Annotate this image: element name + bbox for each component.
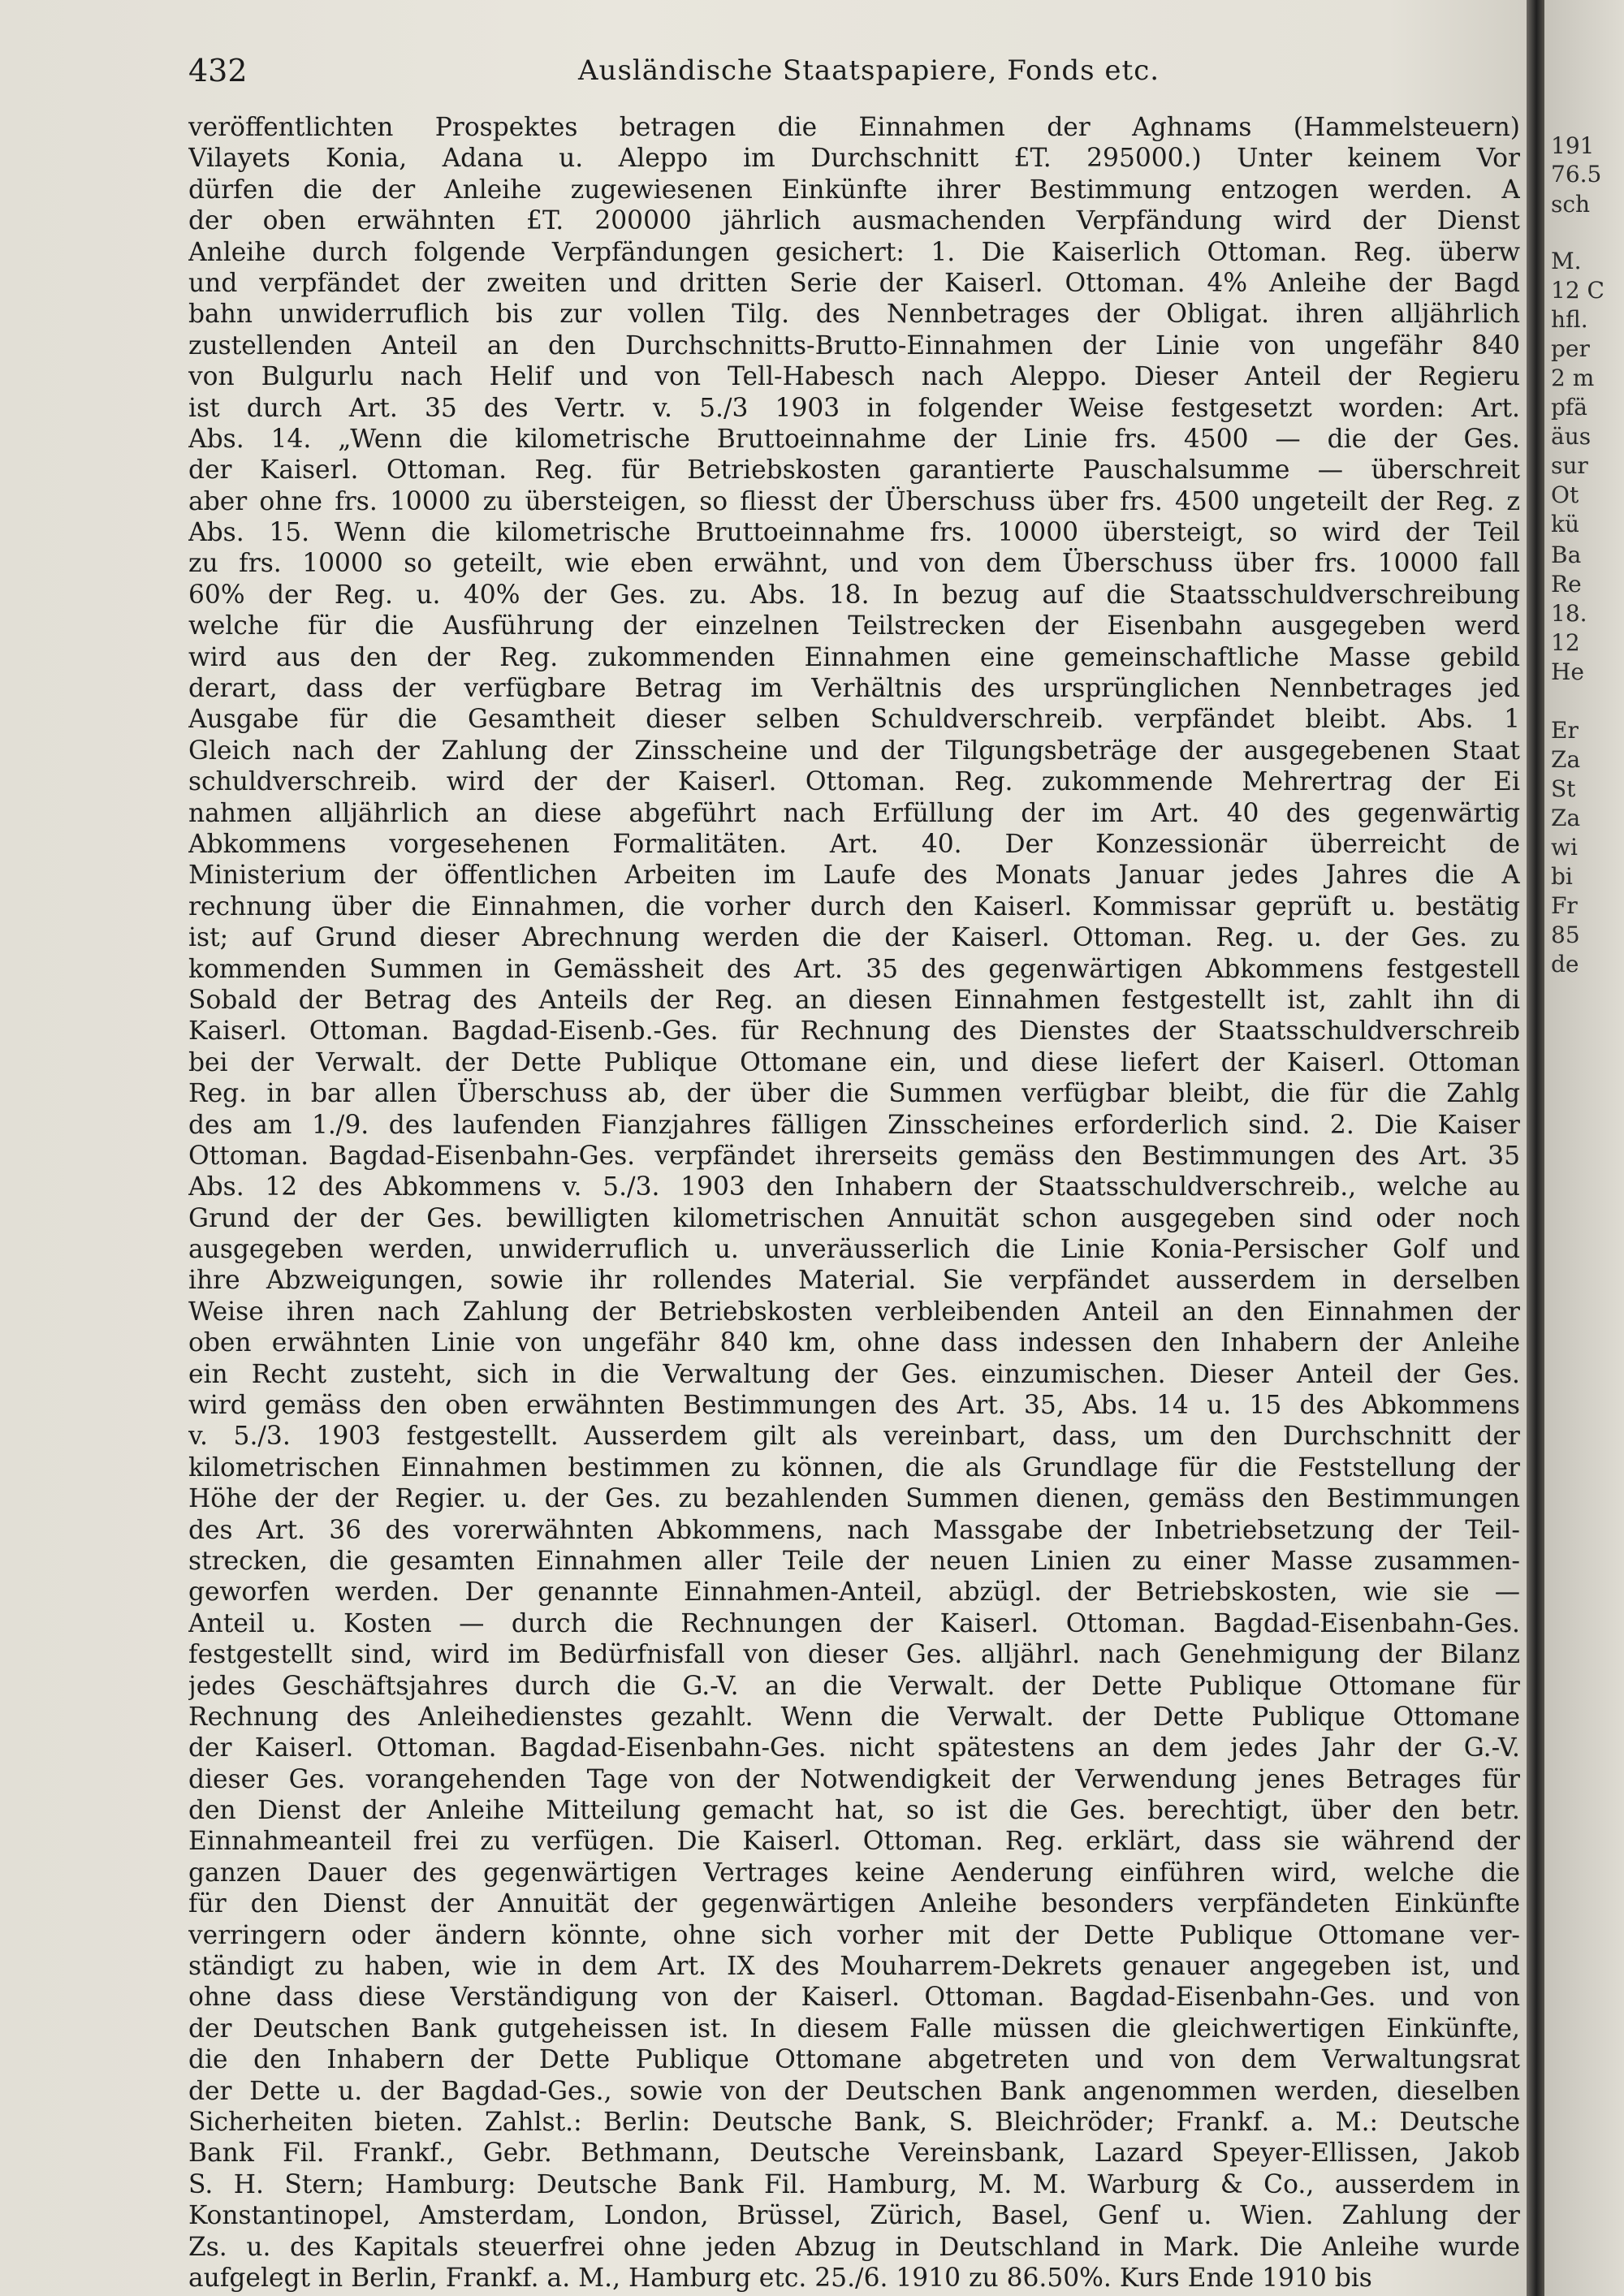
adjacent-page-text-fragment: sur: [1551, 452, 1588, 479]
adjacent-page-text-fragment: de: [1551, 951, 1579, 978]
text-line: nahmen alljährlich an diese abgeführt nach Erfüllung der im Art. 40 des gegenwärtig: [188, 798, 1520, 828]
text-line: strecken, die gesamten Einnahmen aller Teile der neuen Linien zu einer Masse zusammen-: [188, 1546, 1520, 1576]
text-line: welche für die Ausführung der einzelnen Teilstrecken der Eisenbahn ausgegeben werd: [188, 611, 1520, 641]
text-line: ohne dass diese Verständigung von der Kaiserl. Ottoman. Bagdad-Eisenbahn-Ges. und von: [188, 1983, 1520, 2013]
text-line: Ausgabe für die Gesamtheit dieser selben Schuldverschreib. verpfändet bleibt. Abs. 1: [188, 705, 1520, 735]
text-line: ständigt zu haben, wie in dem Art. IX des Mouharrem-Dekrets genauer angegeben ist, und: [188, 1952, 1520, 1982]
text-line: Anleihe durch folgende Verpfändungen gesichert: 1. Die Kaiserlich Ottoman. Reg. überw: [188, 237, 1520, 267]
text-line: den Dienst der Anleihe Mitteilung gemacht hat, so ist die Ges. berechtigt, über den betr.: [188, 1796, 1520, 1826]
text-line: Konstantinopel, Amsterdam, London, Brüssel, Zürich, Basel, Genf u. Wien. Zahlung der: [188, 2201, 1520, 2231]
text-line: bahn unwiderruflich bis zur vollen Tilg. des Nennbetrages der Obligat. ihren alljährlich: [188, 300, 1520, 330]
text-line: aber ohne frs. 10000 zu übersteigen, so fliesst der Überschuss über frs. 4500 ungeteilt der Reg. z: [188, 486, 1520, 516]
text-line: ihre Abzweigungen, sowie ihr rollendes Material. Sie verpfändet ausserdem in derselben: [188, 1266, 1520, 1296]
adjacent-page-text-fragment: St: [1551, 775, 1576, 802]
text-line: zustellenden Anteil an den Durchschnitts-Brutto-Einnahmen der Linie von ungefähr 840: [188, 330, 1520, 360]
text-line: Sobald der Betrag des Anteils der Reg. an diesen Einnahmen festgestellt ist, zahlt ihn di: [188, 985, 1520, 1015]
text-line: der Dette u. der Bagdad-Ges., sowie von der Deutschen Bank angenommen werden, dieselben: [188, 2076, 1520, 2106]
adjacent-page-text-fragment: 12: [1551, 629, 1580, 656]
text-line: ist durch Art. 35 des Vertr. v. 5./3 1903 in folgender Weise festgesetzt worden: Art.: [188, 393, 1520, 423]
adjacent-page-text-fragment: Za: [1551, 746, 1581, 773]
adjacent-page-text-fragment: 18.: [1551, 600, 1587, 627]
text-line: ein Recht zusteht, sich in die Verwaltung der Ges. einzumischen. Dieser Anteil der Ges.: [188, 1359, 1520, 1389]
text-line: dieser Ges. vorangehenden Tage von der Notwendigkeit der Verwendung jenes Betrages für: [188, 1764, 1520, 1794]
adjacent-page-text-fragment: 76.5: [1551, 161, 1602, 188]
text-line: Bank Fil. Frankf., Gebr. Bethmann, Deutsche Vereinsbank, Lazard Speyer-Ellissen, Jakob: [188, 2138, 1520, 2169]
adjacent-page-text-fragment: Ot: [1551, 481, 1579, 508]
text-line: Sicherheiten bieten. Zahlst.: Berlin: Deutsche Bank, S. Bleichröder; Frankf. a. M.: Deutsche: [188, 2108, 1520, 2137]
adjacent-page-edge: [1544, 0, 1624, 2296]
adjacent-page-text-fragment: 191: [1551, 132, 1595, 159]
adjacent-page-text-fragment: M.: [1551, 248, 1582, 274]
text-line: Ministerium der öffentlichen Arbeiten im Laufe des Monats Januar jedes Jahres die A: [188, 861, 1520, 891]
text-line: Rechnung des Anleihedienstes gezahlt. Wenn die Verwalt. der Dette Publique Ottomane: [188, 1702, 1520, 1732]
text-line: derart, dass der verfügbare Betrag im Verhältnis des ursprünglichen Nennbetrages jed: [188, 674, 1520, 704]
adjacent-page-text-fragment: kü: [1551, 511, 1579, 537]
adjacent-page-text-fragment: 2 m: [1551, 365, 1595, 391]
adjacent-page-text-fragment: äus: [1551, 423, 1592, 450]
text-line: festgestellt sind, wird im Bedürfnisfall von dieser Ges. alljährl. nach Genehmigung der Bilanz: [188, 1640, 1520, 1670]
text-line: v. 5./3. 1903 festgestellt. Ausserdem gilt als vereinbart, dass, um den Durchschnitt der: [188, 1422, 1520, 1452]
adjacent-page-text-fragment: 85: [1551, 921, 1580, 948]
adjacent-page-text-fragment: bi: [1551, 863, 1573, 890]
text-line: des am 1./9. des laufenden Fianzjahres fälligen Zinsscheines erforderlich sind. 2. Die Kaiser: [188, 1110, 1520, 1140]
text-line: der Kaiserl. Ottoman. Reg. für Betriebskosten garantierte Pauschalsumme — überschreit: [188, 455, 1520, 486]
text-line: oben erwähnten Linie von ungefähr 840 km, ohne dass indessen den Inhabern der Anleihe: [188, 1328, 1520, 1358]
text-line: Vilayets Konia, Adana u. Aleppo im Durchschnitt £T. 295000.) Unter keinem Vor: [188, 144, 1520, 174]
text-line: Ottoman. Bagdad-Eisenbahn-Ges. verpfändet ihrerseits gemäss den Bestimmungen des Art. 35: [188, 1141, 1520, 1171]
text-line: 60% der Reg. u. 40% der Ges. zu. Abs. 18. In bezug auf die Staatsschuldverschreibung: [188, 580, 1520, 610]
adjacent-page-text-fragment: sch: [1551, 191, 1591, 218]
adjacent-page-text-fragment: He: [1551, 658, 1584, 685]
text-line: verringern oder ändern könnte, ohne sich vorher mit der Dette Publique Ottomane ver-: [188, 1920, 1520, 1950]
text-line: ausgegeben werden, unwiderruflich u. unveräusserlich die Linie Konia-Persischer Golf und: [188, 1235, 1520, 1265]
text-line: zu frs. 10000 so geteilt, wie eben erwähnt, und von dem Überschuss über frs. 10000 fall: [188, 549, 1520, 579]
text-line: rechnung über die Einnahmen, die vorher durch den Kaiserl. Kommissar geprüft u. bestätig: [188, 891, 1520, 921]
adjacent-page-text-fragment: Re: [1551, 571, 1582, 598]
adjacent-page-text-fragment: 12 C: [1551, 277, 1605, 304]
book-gutter: [1527, 0, 1544, 2296]
adjacent-page-text-fragment: hfl.: [1551, 306, 1588, 333]
text-line: Abs. 15. Wenn die kilometrische Bruttoeinnahme frs. 10000 übersteigt, so wird der Teil: [188, 518, 1520, 548]
text-line: Abs. 14. „Wenn die kilometrische Bruttoeinnahme der Linie frs. 4500 — die der Ges.: [188, 424, 1520, 454]
adjacent-page-text-fragment: pfä: [1551, 394, 1587, 421]
text-line: für den Dienst der Annuität der gegenwärtigen Anleihe besonders verpfändeten Einkünfte: [188, 1889, 1520, 1919]
text-line: kilometrischen Einnahmen bestimmen zu können, die als Grundlage für die Feststellung der: [188, 1452, 1520, 1482]
text-line: der Kaiserl. Ottoman. Bagdad-Eisenbahn-Ges. nicht spätestens an dem jedes Jahr der G.-V.: [188, 1733, 1520, 1763]
text-line: Einnahmeanteil frei zu verfügen. Die Kaiserl. Ottoman. Reg. erklärt, dass sie während der: [188, 1827, 1520, 1857]
body-text: [188, 112, 1520, 2294]
page-number: 432: [188, 53, 248, 88]
text-line: wird gemäss den oben erwähnten Bestimmungen des Art. 35, Abs. 14 u. 15 des Abkommens: [188, 1391, 1520, 1421]
text-line: aufgelegt in Berlin, Frankf. a. M., Hamburg etc. 25./6. 1910 zu 86.50%. Kurs Ende 1910 bis: [188, 2263, 1372, 2293]
text-line: Höhe der der Regier. u. der Ges. zu bezahlenden Summen dienen, gemäss den Bestimmungen: [188, 1484, 1520, 1514]
text-line: S. H. Stern; Hamburg: Deutsche Bank Fil. Hamburg, M. M. Warburg & Co., ausserdem in: [188, 2169, 1520, 2199]
text-line: des Art. 36 des vorerwähnten Abkommens, nach Massgabe der Inbetriebsetzung der Teil-: [188, 1515, 1520, 1545]
text-line: und verpfändet der zweiten und dritten Serie der Kaiserl. Ottoman. 4% Anleihe der Bagd: [188, 268, 1520, 298]
adjacent-page-text-fragment: per: [1551, 335, 1590, 362]
text-line: Anteil u. Kosten — durch die Rechnungen der Kaiserl. Ottoman. Bagdad-Eisenbahn-Ges.: [188, 1608, 1520, 1638]
text-line: die den Inhabern der Dette Publique Ottomane abgetreten und von dem Verwaltungsrat: [188, 2045, 1520, 2075]
text-line: Zs. u. des Kapitals steuerfrei ohne jeden Abzug in Deutschland in Mark. Die Anleihe wurde: [188, 2232, 1520, 2262]
page-header: [188, 50, 1520, 91]
text-line: wird aus den der Reg. zukommenden Einnahmen eine gemeinschaftliche Masse gebild: [188, 642, 1520, 672]
text-line: jedes Geschäftsjahres durch die G.-V. an die Verwalt. der Dette Publique Ottomane für: [188, 1671, 1520, 1701]
text-line: ist; auf Grund dieser Abrechnung werden die der Kaiserl. Ottoman. Reg. u. der Ges. zu: [188, 923, 1520, 953]
text-line: dürfen die der Anleihe zugewiesenen Einkünfte ihrer Bestimmung entzogen werden. A: [188, 175, 1520, 205]
text-line: kommenden Summen in Gemässheit des Art. 35 des gegenwärtigen Abkommens festgestell: [188, 954, 1520, 984]
text-line: Abkommens vorgesehenen Formalitäten. Art. 40. Der Konzessionär überreicht de: [188, 829, 1520, 859]
adjacent-page-text-fragment: Fr: [1551, 892, 1578, 919]
running-title: Ausländische Staatspapiere, Fonds etc.: [578, 54, 1160, 87]
text-line: ganzen Dauer des gegenwärtigen Vertrages keine Aenderung einführen wird, welche die: [188, 1858, 1520, 1888]
adjacent-page-text-fragment: Ba: [1551, 542, 1582, 568]
text-line: geworfen werden. Der genannte Einnahmen-Anteil, abzügl. der Betriebskosten, wie sie —: [188, 1577, 1520, 1608]
text-line: Reg. in bar allen Überschuss ab, der über die Summen verfügbar bleibt, die für die Zahlg: [188, 1079, 1520, 1109]
text-line: Gleich nach der Zahlung der Zinsscheine und der Tilgungsbeträge der ausgegebenen Staat: [188, 736, 1520, 766]
text-line: veröffentlichten Prospektes betragen die Einnahmen der Aghnams (Hammelsteuern): [188, 113, 1520, 142]
text-line: der oben erwähnten £T. 200000 jährlich ausmachenden Verpfändung wird der Dienst: [188, 206, 1520, 236]
adjacent-page-text-fragment: Er: [1551, 717, 1579, 744]
text-line: bei der Verwalt. der Dette Publique Ottomane ein, und diese liefert der Kaiserl. Ottoman: [188, 1047, 1520, 1077]
text-line: Grund der der Ges. bewilligten kilometrischen Annuität schon ausgegeben sind oder noch: [188, 1203, 1520, 1233]
text-line: schuldverschreib. wird der der Kaiserl. Ottoman. Reg. zukommende Mehrertrag der Ei: [188, 767, 1520, 797]
text-line: Weise ihren nach Zahlung der Betriebskosten verbleibenden Anteil an den Einnahmen der: [188, 1297, 1520, 1327]
adjacent-page-text-fragment: Za: [1551, 805, 1581, 831]
text-line: von Bulgurlu nach Helif und von Tell-Habesch nach Aleppo. Dieser Anteil der Regieru: [188, 362, 1520, 392]
text-line: Abs. 12 des Abkommens v. 5./3. 1903 den Inhabern der Staatsschuldverschreib., welche au: [188, 1172, 1520, 1202]
text-line: der Deutschen Bank gutgeheissen ist. In diesem Falle müssen die gleichwertigen Einkünfte,: [188, 2013, 1520, 2044]
adjacent-page-text-fragment: wi: [1551, 834, 1578, 861]
text-line: Kaiserl. Ottoman. Bagdad-Eisenb.-Ges. für Rechnung des Dienstes der Staatsschuldverschreib: [188, 1016, 1520, 1047]
